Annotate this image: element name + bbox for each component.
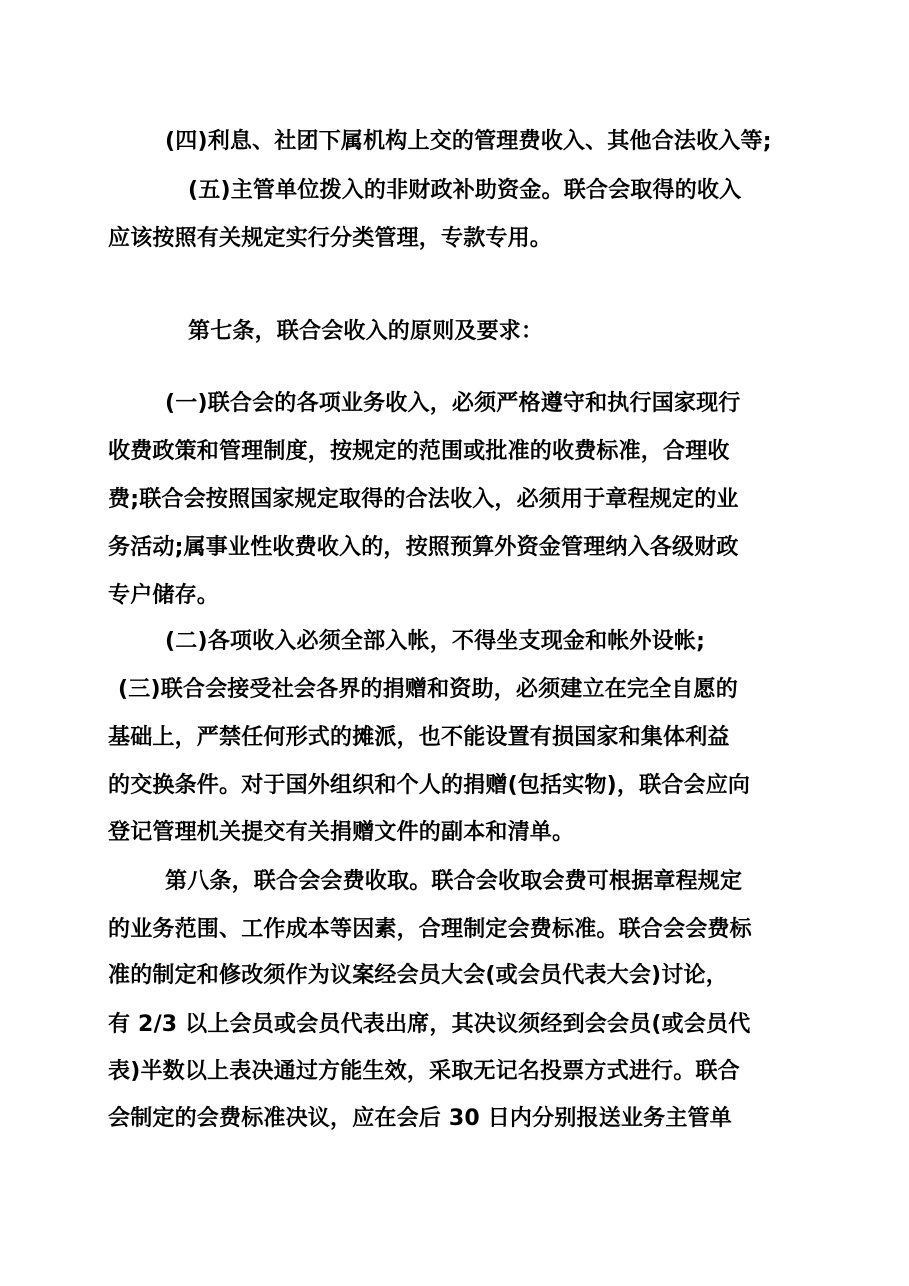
section-heading: 第八条，联合会会费收取。联合会收取会费可根据章程规定 (165, 869, 743, 894)
text-line: 表)半数以上表决通过方能生效，采取无记名投票方式进行。联合 (108, 1059, 740, 1084)
text-line: 会制定的会费标准决议，应在会后 30 日内分别报送业务主管单 (108, 1106, 732, 1131)
text-line: 的交换条件。对于国外组织和个人的捐赠(包括实物)，联合会应向 (108, 773, 751, 798)
text-line: (五)主管单位拨入的非财政补助资金。联合会取得的收入 (188, 178, 742, 203)
text-line: 登记管理机关提交有关捐赠文件的副本和清单。 (108, 820, 575, 845)
text-line: 费;联合会按照国家规定取得的合法收入，必须用于章程规定的业 (108, 487, 739, 512)
text-line: (一)联合会的各项业务收入，必须严格遵守和执行国家现行 (165, 391, 741, 416)
text-line: 务活动;属事业性收费收入的，按照预算外资金管理纳入各级财政 (108, 535, 739, 560)
text-line: (四)利息、社团下属机构上交的管理费收入、其他合法收入等; (165, 129, 772, 154)
text-line: 专户储存。 (108, 583, 220, 608)
text-line: (二)各项收入必须全部入帐，不得坐支现金和帐外设帐; (165, 629, 706, 654)
text-line: 有 2/3 以上会员或会员代表出席，其决议须经到会会员(或会员代 (108, 1012, 751, 1037)
text-line: 的业务范围、工作成本等因素，合理制定会费标准。联合会会费标 (108, 917, 752, 942)
section-heading: 第七条，联合会收入的原则及要求： (188, 319, 544, 344)
text-line: 应该按照有关规定实行分类管理，专款专用。 (108, 226, 553, 251)
text-line: 基础上，严禁任何形式的摊派，也不能设置有损国家和集体利益 (108, 725, 730, 750)
text-line: 准的制定和修改须作为议案经会员大会(或会员代表大会)讨论， (108, 963, 728, 988)
text-line: (三)联合会接受社会各界的捐赠和资助，必须建立在完全自愿的 (118, 677, 738, 702)
text-line: 收费政策和管理制度，按规定的范围或批准的收费标准，合理收 (108, 439, 730, 464)
